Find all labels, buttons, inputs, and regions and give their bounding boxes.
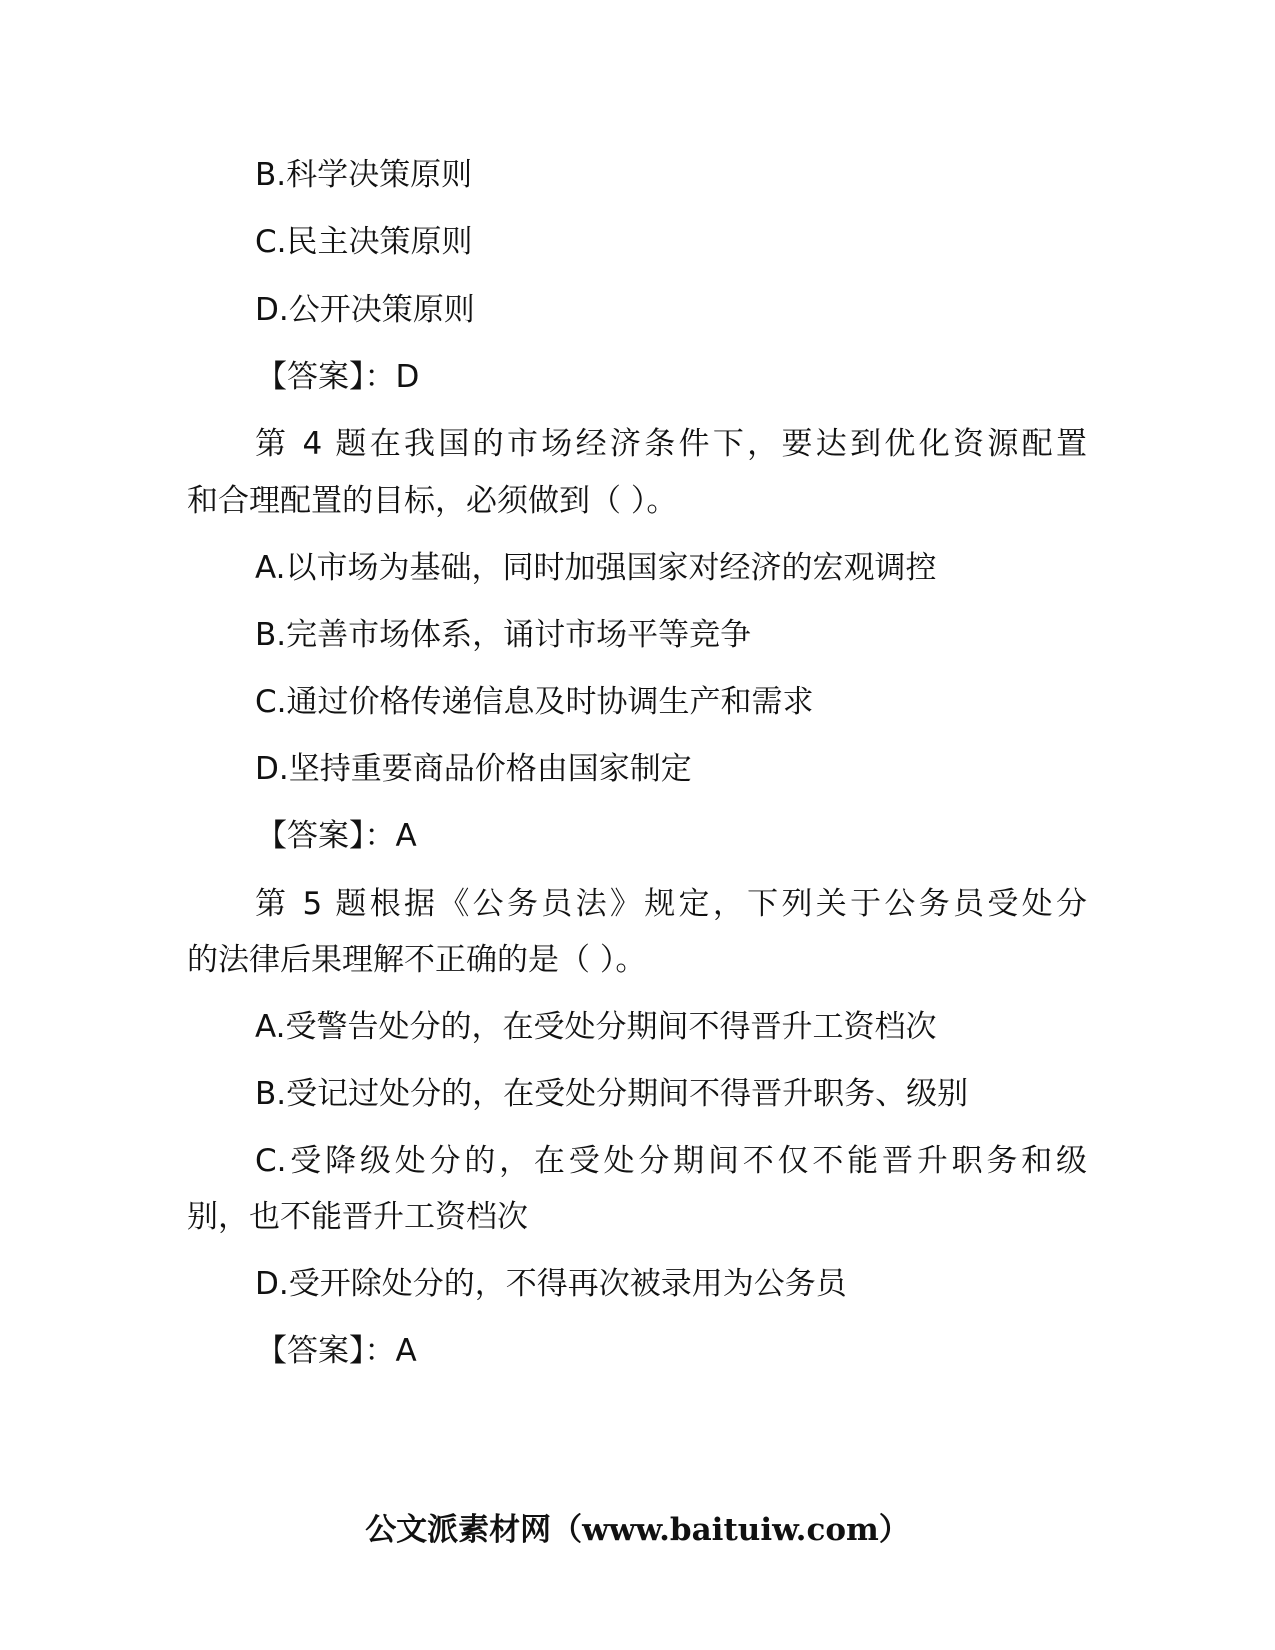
q5-stem-line2: 的法律后果理解不正确的是（ ）。 xyxy=(187,942,647,978)
q3-option-d: D.公开决策原则 xyxy=(255,292,475,328)
q5-answer: 【答案】：A xyxy=(256,1333,417,1369)
q5-stem-line1: 第 5 题根据《公务员法》规定，下列关于公务员受处分 xyxy=(255,886,1087,922)
q4-answer: 【答案】：A xyxy=(256,818,417,854)
q5-option-b: B.受记过处分的，在受处分期间不得晋升职务、级别 xyxy=(255,1076,969,1112)
q4-option-c: C.通过价格传递信息及时协调生产和需求 xyxy=(255,684,814,720)
q5-option-c-line2: 别，也不能晋升工资档次 xyxy=(187,1199,528,1235)
q5-option-a: A.受警告处分的，在受处分期间不得晋升工资档次 xyxy=(255,1009,937,1045)
q3-option-c: C.民主决策原则 xyxy=(255,224,473,260)
q5-option-c-line1: C.受降级处分的，在受处分期间不仅不能晋升职务和级 xyxy=(255,1143,1087,1179)
q4-option-b: B.完善市场体系，诵讨市场平等竞争 xyxy=(255,617,752,653)
q4-stem-line2: 和合理配置的目标，必须做到（ ）。 xyxy=(187,483,678,519)
q4-option-d: D.坚持重要商品价格由国家制定 xyxy=(255,751,692,787)
q5-option-d: D.受开除处分的，不得再次被录用为公务员 xyxy=(255,1266,847,1302)
q4-stem-line1: 第 4 题在我国的市场经济条件下，要达到优化资源配置 xyxy=(255,426,1087,462)
q3-answer: 【答案】：D xyxy=(256,359,420,395)
q4-option-a: A.以市场为基础，同时加强国家对经济的宏观调控 xyxy=(255,550,937,586)
q3-option-b: B.科学决策原则 xyxy=(255,157,473,193)
site-footer: 公文派素材网（www.baituiw.com） xyxy=(365,1512,910,1548)
